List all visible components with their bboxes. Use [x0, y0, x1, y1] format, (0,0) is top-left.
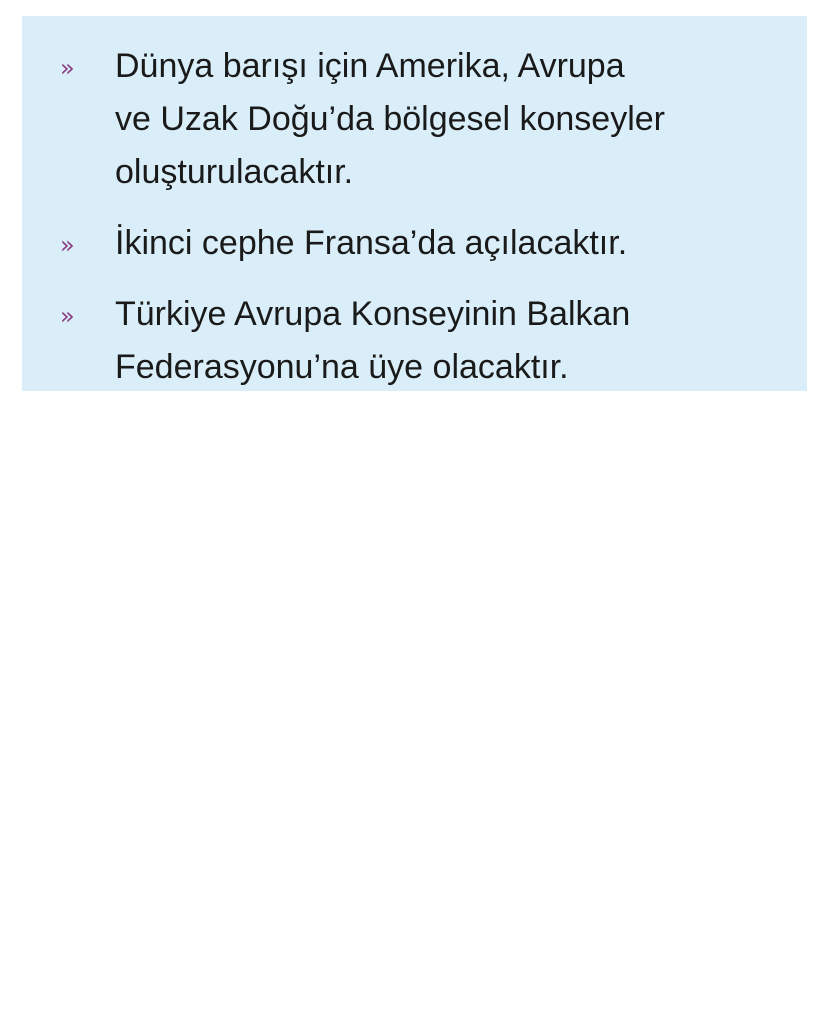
- info-box: [22, 16, 807, 391]
- list-item: [22, 288, 807, 394]
- bullet-list: [22, 40, 807, 412]
- bullet-marker-icon: »: [60, 302, 75, 330]
- list-item-text: İkinci cephe Fransa’da açılacaktır.: [115, 224, 628, 262]
- bullet-marker-icon: »: [60, 231, 75, 259]
- list-item-text: Dünya barışı için Amerika, Avrupa ve Uzak Doğu’da bölgesel konseyler oluşturulacaktır.: [115, 47, 665, 191]
- list-item: [22, 217, 807, 270]
- list-item-text: Türkiye Avrupa Konseyinin Balkan Federasyonu’na üye olacaktır.: [115, 295, 631, 386]
- bullet-marker-icon: »: [60, 54, 75, 82]
- list-item: [22, 40, 807, 199]
